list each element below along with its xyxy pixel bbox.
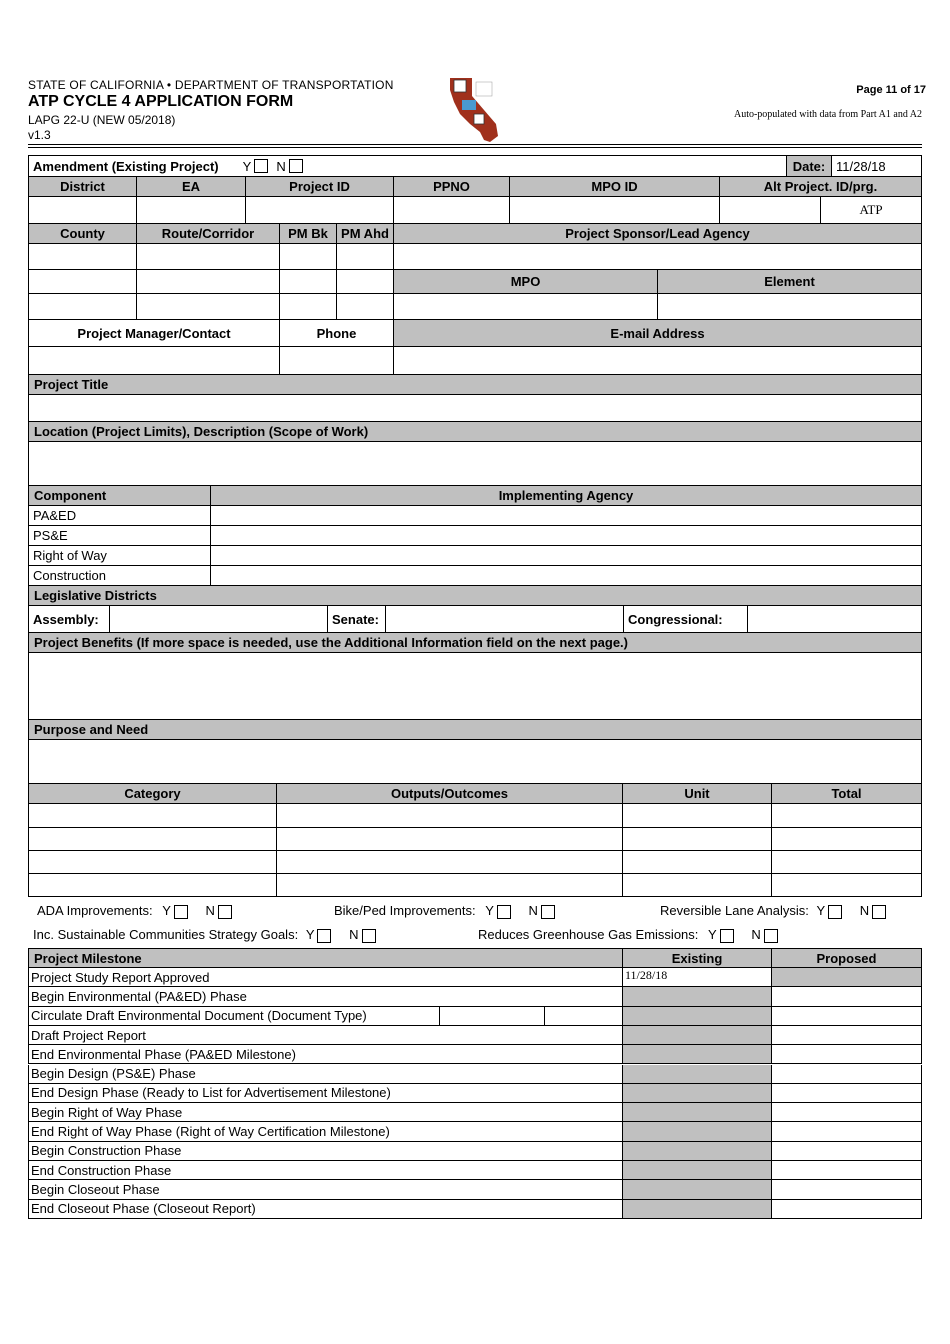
milestone-row (28, 1180, 922, 1199)
total-field[interactable] (772, 874, 922, 897)
california-atp-logo-icon (446, 74, 502, 144)
unit-field[interactable] (623, 874, 772, 897)
district-field[interactable] (28, 197, 137, 224)
checkbox-line-2 (28, 927, 922, 945)
ids-header-row (28, 177, 922, 197)
mpo-field[interactable] (394, 294, 658, 320)
amendment-yes-label: Y (242, 158, 252, 174)
amendment-row (28, 155, 922, 177)
benefits-header: Project Benefits (If more space is needed, use the Additional Information field on the next page.) (28, 633, 922, 653)
milestone-existing-field[interactable] (623, 1007, 772, 1026)
alt-project-id-field[interactable] (720, 197, 821, 224)
milestone-label: End Right of Way Phase (Right of Way Certification Milestone) (28, 1122, 623, 1141)
milestone-label: Begin Closeout Phase (28, 1180, 623, 1199)
header-rule (28, 144, 922, 145)
congressional-field[interactable] (748, 606, 922, 633)
proposed-header: Proposed (772, 948, 922, 968)
location-value-row-1 (28, 244, 922, 270)
amendment-label: Amendment (Existing Project) (33, 158, 219, 174)
ada-no-checkbox[interactable] (218, 905, 232, 919)
email-header: E-mail Address (394, 320, 922, 347)
reversible-n-label: N (859, 903, 870, 918)
assembly-label: Assembly: (28, 606, 110, 633)
location-desc-field[interactable] (28, 442, 922, 486)
milestone-proposed-field[interactable] (772, 1084, 922, 1103)
ghg-yes-checkbox[interactable] (720, 929, 734, 943)
county-field-2[interactable] (28, 270, 137, 294)
component-header-row (28, 486, 922, 506)
purpose-header: Purpose and Need (28, 720, 922, 740)
milestone-row (28, 1007, 922, 1026)
bikeped-label: Bike/Ped Improvements: (334, 903, 476, 918)
bikeped-n-label: N (528, 903, 538, 918)
pm-ahd-field-2[interactable] (337, 270, 394, 294)
project-title-row (28, 395, 922, 422)
date-field[interactable]: 11/28/18 (832, 155, 922, 177)
bikeped-y-label: Y (485, 903, 494, 918)
project-manager-field[interactable] (28, 347, 280, 375)
date-label: Date: (786, 155, 832, 177)
pm-ahd-header: PM Ahd (337, 224, 394, 244)
scs-item (33, 927, 376, 943)
milestone-existing-field[interactable] (623, 987, 772, 1006)
category-field[interactable] (28, 828, 277, 851)
outputs-field[interactable] (277, 804, 623, 828)
pm-bk-field[interactable] (280, 244, 337, 270)
scs-label: Inc. Sustainable Communities Strategy Goals: (33, 927, 299, 942)
milestone-header-row (28, 948, 922, 968)
milestone-proposed-field[interactable] (772, 1103, 922, 1122)
phone-header: Phone (280, 320, 394, 347)
ids-value-row (28, 197, 922, 224)
scs-no-checkbox[interactable] (362, 929, 376, 943)
contact-header-row (28, 320, 922, 347)
pm-ahd-field-3[interactable] (337, 294, 394, 320)
project-title-header-row (28, 375, 922, 395)
location-desc-header-row (28, 422, 922, 442)
milestone-label: End Environmental Phase (PA&ED Milestone) (28, 1045, 623, 1064)
outputs-header-row (28, 784, 922, 804)
milestone-row (28, 1065, 922, 1084)
ada-y-label: Y (162, 903, 171, 918)
milestone-existing-field[interactable] (623, 1065, 772, 1084)
unit-header: Unit (623, 784, 772, 804)
header-rule-2 (28, 147, 922, 148)
category-header: Category (28, 784, 277, 804)
pm-bk-field-3[interactable] (280, 294, 337, 320)
milestone-label: Draft Project Report (28, 1026, 623, 1045)
milestone-existing-field[interactable] (623, 1200, 772, 1219)
outputs-row (28, 828, 922, 851)
ea-field[interactable] (137, 197, 246, 224)
existing-header: Existing (623, 948, 772, 968)
unit-field[interactable] (623, 804, 772, 828)
milestone-row (28, 1122, 922, 1141)
reversible-no-checkbox[interactable] (872, 905, 886, 919)
element-header: Element (658, 270, 922, 294)
purpose-field[interactable] (28, 740, 922, 784)
category-field[interactable] (28, 804, 277, 828)
milestone-row (28, 1084, 922, 1103)
outputs-field[interactable] (277, 851, 623, 874)
total-header: Total (772, 784, 922, 804)
component-row (28, 546, 922, 566)
document-type-field-2[interactable] (545, 1007, 623, 1026)
location-header-row (28, 224, 922, 244)
ada-n-label: N (205, 903, 215, 918)
milestone-proposed-field[interactable] (772, 1122, 922, 1141)
purpose-header-row (28, 720, 922, 740)
category-field[interactable] (28, 874, 277, 897)
benefits-field[interactable] (28, 653, 922, 720)
milestone-label: Begin Construction Phase (28, 1142, 623, 1161)
form-number: LAPG 22-U (NEW 05/2018) (28, 113, 176, 127)
ppno-header: PPNO (394, 177, 510, 197)
county-field[interactable] (28, 244, 137, 270)
outputs-row (28, 874, 922, 897)
legislative-header-row (28, 586, 922, 606)
milestone-proposed-field[interactable] (772, 1065, 922, 1084)
milestone-label: End Construction Phase (28, 1161, 623, 1180)
component-pse-label: PS&E (28, 526, 211, 546)
component-construction-label: Construction (28, 566, 211, 586)
project-title-header: Project Title (28, 375, 922, 395)
component-construction-agency[interactable] (211, 566, 922, 586)
benefits-row (28, 653, 922, 720)
milestone-existing-field[interactable] (623, 1122, 772, 1141)
ea-header: EA (137, 177, 246, 197)
amendment-no-checkbox[interactable] (289, 159, 303, 173)
county-field-3[interactable] (28, 294, 137, 320)
bikeped-no-checkbox[interactable] (541, 905, 555, 919)
outputs-row (28, 851, 922, 874)
scs-n-label: N (349, 927, 359, 942)
outputs-row (28, 804, 922, 828)
phone-field[interactable] (280, 347, 394, 375)
document-type-field[interactable] (440, 1007, 545, 1026)
project-title-field[interactable] (28, 395, 922, 422)
milestone-existing-field[interactable]: 11/28/18 (623, 968, 772, 987)
total-field[interactable] (772, 828, 922, 851)
route-corridor-header: Route/Corridor (137, 224, 280, 244)
milestone-row (28, 1142, 922, 1161)
alt-program-field[interactable]: ATP (821, 197, 922, 224)
milestone-proposed-field[interactable] (772, 1007, 922, 1026)
milestone-header: Project Milestone (28, 948, 623, 968)
component-row (28, 566, 922, 586)
location-desc-row (28, 442, 922, 486)
senate-field[interactable] (386, 606, 624, 633)
congressional-label: Congressional: (624, 606, 748, 633)
reversible-label: Reversible Lane Analysis: (660, 903, 809, 918)
amendment-yes-checkbox[interactable] (254, 159, 268, 173)
sponsor-header: Project Sponsor/Lead Agency (394, 224, 922, 244)
location-desc-header: Location (Project Limits), Description (Scope of Work) (28, 422, 922, 442)
ghg-no-checkbox[interactable] (764, 929, 778, 943)
milestone-existing-field[interactable] (623, 1026, 772, 1045)
milestone-row (28, 1026, 922, 1045)
reversible-y-label: Y (816, 903, 826, 918)
milestone-existing-field[interactable] (623, 1161, 772, 1180)
bikeped-item (334, 903, 555, 919)
scs-y-label: Y (305, 927, 315, 942)
milestone-proposed-field[interactable] (772, 1142, 922, 1161)
alt-project-id-header: Alt Project. ID/prg. (720, 177, 922, 197)
component-paed-label: PA&ED (28, 506, 211, 526)
milestone-proposed-field[interactable] (772, 1200, 922, 1219)
milestone-label: End Design Phase (Ready to List for Advertisement Milestone) (28, 1084, 623, 1103)
milestone-proposed-field[interactable] (772, 1161, 922, 1180)
total-field[interactable] (772, 804, 922, 828)
total-field[interactable] (772, 851, 922, 874)
milestone-label: Begin Environmental (PA&ED) Phase (28, 987, 623, 1006)
reversible-item (660, 903, 886, 919)
district-header: District (28, 177, 137, 197)
category-field[interactable] (28, 851, 277, 874)
location-value-row-2 (28, 270, 922, 294)
form-version: v1.3 (28, 128, 51, 142)
component-row (28, 526, 922, 546)
milestone-proposed-field[interactable] (772, 1045, 922, 1064)
milestone-proposed-field[interactable] (772, 968, 922, 987)
legislative-row (28, 606, 922, 633)
checkbox-line-1 (28, 903, 922, 921)
milestone-row (28, 1161, 922, 1180)
outputs-outcomes-header: Outputs/Outcomes (277, 784, 623, 804)
mpo-id-field[interactable] (510, 197, 720, 224)
scs-yes-checkbox[interactable] (317, 929, 331, 943)
pm-bk-header: PM Bk (280, 224, 337, 244)
milestone-existing-field[interactable] (623, 1045, 772, 1064)
page-number: Page 11 of 17 (856, 84, 926, 96)
senate-label: Senate: (328, 606, 386, 633)
project-manager-header: Project Manager/Contact (28, 320, 280, 347)
ppno-field[interactable] (394, 197, 510, 224)
milestone-label: Project Study Report Approved (28, 968, 623, 987)
component-row-agency[interactable] (211, 546, 922, 566)
unit-field[interactable] (623, 828, 772, 851)
component-header: Component (28, 486, 211, 506)
route-corridor-field-3[interactable] (137, 294, 280, 320)
outputs-field[interactable] (277, 874, 623, 897)
component-row (28, 506, 922, 526)
pm-bk-field-2[interactable] (280, 270, 337, 294)
amendment-no-label: N (276, 158, 286, 174)
milestone-row (28, 987, 922, 1006)
element-field[interactable] (658, 294, 922, 320)
legislative-header: Legislative Districts (28, 586, 922, 606)
project-id-header: Project ID (246, 177, 394, 197)
agency-line: STATE OF CALIFORNIA • DEPARTMENT OF TRANSPORTATION (28, 78, 394, 92)
milestone-row (28, 1200, 922, 1219)
milestone-existing-field[interactable] (623, 1103, 772, 1122)
amendment-cell (28, 155, 786, 177)
mpo-id-header: MPO ID (510, 177, 720, 197)
component-row-label: Right of Way (28, 546, 211, 566)
ghg-label: Reduces Greenhouse Gas Emissions: (478, 927, 699, 942)
ghg-item (478, 927, 778, 943)
milestone-proposed-field[interactable] (772, 1180, 922, 1199)
ghg-y-label: Y (708, 927, 717, 942)
route-corridor-field-2[interactable] (137, 270, 280, 294)
route-corridor-field[interactable] (137, 244, 280, 270)
milestone-label: Circulate Draft Environmental Document (Document Type) (28, 1007, 440, 1026)
milestone-row (28, 1103, 922, 1122)
unit-field[interactable] (623, 851, 772, 874)
milestone-label: End Closeout Phase (Closeout Report) (28, 1200, 623, 1219)
component-pse-agency[interactable] (211, 526, 922, 546)
reversible-yes-checkbox[interactable] (828, 905, 842, 919)
milestone-row (28, 968, 922, 987)
ada-item (37, 903, 232, 919)
milestone-label: Begin Right of Way Phase (28, 1103, 623, 1122)
benefits-header-row (28, 633, 922, 653)
ada-label: ADA Improvements: (37, 903, 153, 918)
ghg-n-label: N (751, 927, 761, 942)
outputs-field[interactable] (277, 828, 623, 851)
assembly-field[interactable] (110, 606, 328, 633)
purpose-row (28, 740, 922, 784)
milestone-row (28, 1045, 922, 1064)
county-header: County (28, 224, 137, 244)
milestone-proposed-field[interactable] (772, 1026, 922, 1045)
contact-value-row (28, 347, 922, 375)
bikeped-yes-checkbox[interactable] (497, 905, 511, 919)
milestone-proposed-field[interactable] (772, 987, 922, 1006)
pm-ahd-field[interactable] (337, 244, 394, 270)
form-title: ATP CYCLE 4 APPLICATION FORM (28, 93, 294, 110)
ada-yes-checkbox[interactable] (174, 905, 188, 919)
milestone-existing-field[interactable] (623, 1084, 772, 1103)
component-paed-agency[interactable] (211, 506, 922, 526)
implementing-agency-header: Implementing Agency (211, 486, 922, 506)
project-id-field[interactable] (246, 197, 394, 224)
milestone-existing-field[interactable] (623, 1180, 772, 1199)
mpo-header: MPO (394, 270, 658, 294)
auto-populated-note: Auto-populated with data from Part A1 and A2 (733, 109, 922, 120)
milestone-label: Begin Design (PS&E) Phase (28, 1065, 623, 1084)
email-field[interactable] (394, 347, 922, 375)
milestone-existing-field[interactable] (623, 1142, 772, 1161)
sponsor-field[interactable] (394, 244, 922, 270)
location-value-row-3 (28, 294, 922, 320)
